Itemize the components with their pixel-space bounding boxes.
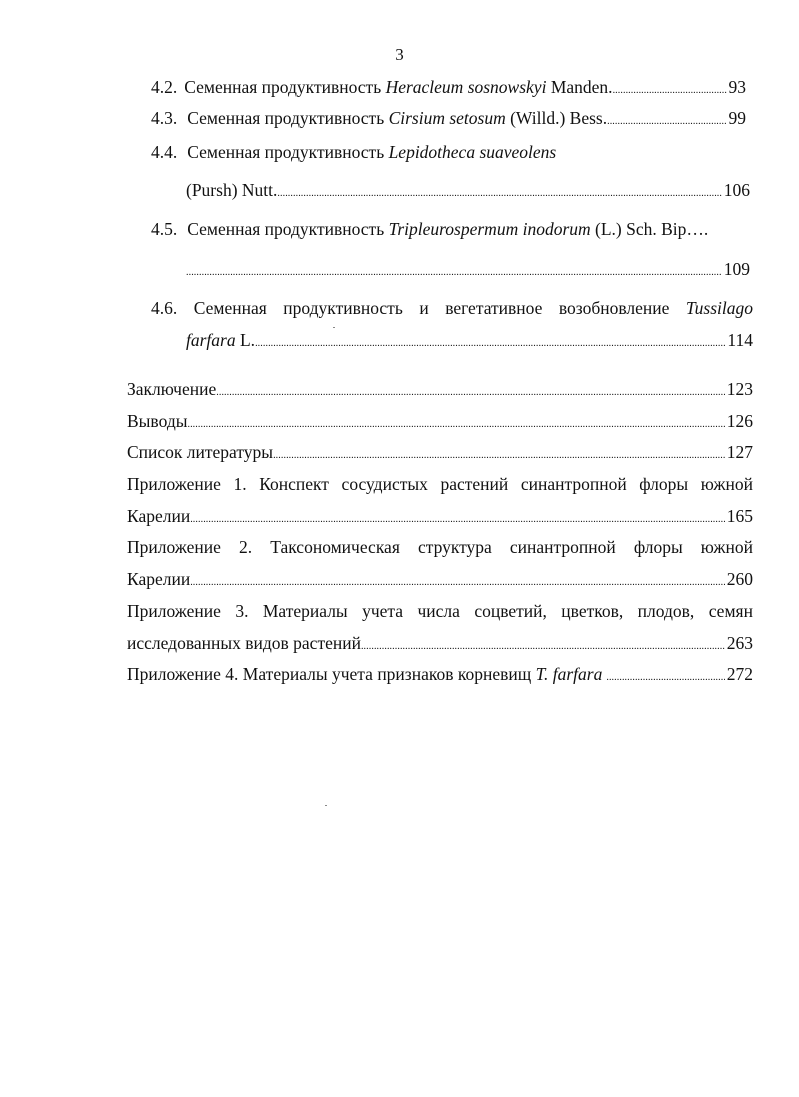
entry-page: 114	[727, 330, 753, 350]
entry-author: L.	[235, 330, 256, 350]
toc-entry-4-2	[151, 76, 746, 98]
appendix-word: Приложение	[127, 537, 221, 557]
appendix-word: 2.	[239, 537, 253, 557]
appendix-page: 260	[726, 569, 753, 589]
appendix-word: Приложение	[127, 474, 221, 494]
toc-entry-4-6	[151, 297, 753, 319]
section-page: 126	[726, 411, 753, 431]
toc-appendix-1-cont	[127, 505, 753, 527]
toc-findings	[127, 410, 753, 432]
appendix-text: исследованных видов растений	[127, 633, 361, 653]
dot-leader	[361, 632, 725, 658]
entry-author: (Pursh) Nutt.	[186, 180, 278, 200]
entry-text: Семенная продуктивность	[184, 77, 386, 97]
entry-word: возобновление	[558, 298, 670, 318]
appendix-word: Конспект	[259, 474, 329, 494]
appendix-word: Приложение	[127, 601, 221, 621]
dot-leader	[190, 568, 725, 594]
section-title: Список литературы	[127, 442, 274, 462]
entry-page: 106	[723, 180, 750, 200]
toc-appendix-2-cont	[127, 568, 753, 590]
section-page: 123	[726, 379, 753, 399]
entry-page: 109	[723, 259, 750, 279]
dot-leader	[187, 410, 724, 436]
entry-number: 4.5.	[151, 219, 178, 239]
entry-word: продуктивность	[283, 298, 403, 318]
appendix-word: соцветий,	[474, 601, 547, 621]
dot-leader	[613, 76, 727, 102]
entry-number: 4.2.	[151, 77, 178, 97]
dot-leader	[216, 378, 725, 404]
appendix-word: флоры	[639, 474, 689, 494]
appendix-word: числа	[417, 601, 460, 621]
dot-leader	[255, 329, 725, 355]
appendix-word: учета	[362, 601, 404, 621]
toc-entry-4-4-cont	[186, 179, 750, 201]
entry-number: 4.6.	[151, 298, 178, 318]
dot-leader	[186, 258, 722, 284]
appendix-text: Карелии	[127, 506, 191, 526]
dot-leader	[606, 663, 724, 689]
entry-number: 4.4.	[151, 142, 178, 162]
appendix-text: Приложение 4. Материалы учета признаков корневищ	[127, 664, 536, 684]
dot-leader	[277, 179, 721, 205]
scan-speck	[325, 805, 327, 806]
toc-references	[127, 441, 753, 463]
toc-appendix-1	[127, 473, 753, 495]
appendix-word: южной	[700, 537, 754, 557]
entry-author: (L.) Sch. Bip….	[590, 219, 709, 239]
entry-taxon: farfara	[186, 330, 236, 350]
entry-author: (Willd.) Bess.	[505, 108, 608, 128]
entry-text: Семенная продуктивность	[187, 142, 389, 162]
appendix-word: южной	[700, 474, 753, 494]
toc-conclusion	[127, 378, 753, 400]
entry-taxon: Heracleum sosnowskyi	[385, 77, 547, 97]
appendix-word: сосудистых	[341, 474, 428, 494]
entry-taxon: Cirsium setosum	[388, 108, 506, 128]
toc-entry-4-6-cont	[186, 329, 753, 351]
appendix-page: 263	[726, 633, 753, 653]
toc-appendix-3	[127, 600, 753, 622]
appendix-page: 165	[726, 506, 753, 526]
dot-leader	[190, 505, 725, 531]
entry-word: Семенная	[193, 298, 267, 318]
appendix-word: синантропной	[509, 537, 616, 557]
page-number: 3	[395, 45, 404, 64]
entry-page: 99	[728, 108, 746, 128]
toc-appendix-3-cont	[127, 632, 753, 654]
dot-leader	[607, 107, 726, 133]
appendix-word: растений	[440, 474, 509, 494]
appendix-taxon: T. farfara	[535, 664, 603, 684]
appendix-word: синантропной	[520, 474, 627, 494]
section-page: 127	[726, 442, 753, 462]
appendix-page: 272	[726, 664, 753, 684]
entry-author: Manden.	[546, 77, 613, 97]
appendix-word: флоры	[633, 537, 683, 557]
scan-speck	[333, 327, 335, 328]
toc-entry-4-5	[151, 218, 708, 240]
appendix-word: 3.	[235, 601, 249, 621]
entry-taxon: Tripleurospermum inodorum	[388, 219, 591, 239]
appendix-word: цветков,	[561, 601, 624, 621]
appendix-word: 1.	[233, 474, 247, 494]
toc-appendix-4	[127, 663, 753, 685]
entry-word: вегетативное	[445, 298, 543, 318]
appendix-word: плодов,	[637, 601, 695, 621]
section-title: Выводы	[127, 411, 188, 431]
appendix-word: структура	[417, 537, 492, 557]
entry-taxon: Lepidotheca suaveolens	[388, 142, 557, 162]
section-title: Заключение	[127, 379, 217, 399]
entry-taxon: Tussilago	[685, 298, 754, 318]
appendix-word: Материалы	[262, 601, 348, 621]
dot-leader	[273, 441, 725, 467]
entry-number: 4.3.	[151, 108, 178, 128]
appendix-text: Карелии	[127, 569, 191, 589]
toc-entry-4-5-cont	[186, 258, 750, 280]
entry-text: Семенная продуктивность	[187, 108, 389, 128]
entry-word: и	[419, 298, 429, 318]
toc-appendix-2	[127, 536, 753, 558]
entry-text: Семенная продуктивность	[187, 219, 389, 239]
appendix-word: семян	[708, 601, 753, 621]
toc-entry-4-4	[151, 141, 556, 163]
entry-page: 93	[728, 77, 746, 97]
toc-entry-4-3	[151, 107, 746, 129]
appendix-word: Таксономическая	[270, 537, 400, 557]
